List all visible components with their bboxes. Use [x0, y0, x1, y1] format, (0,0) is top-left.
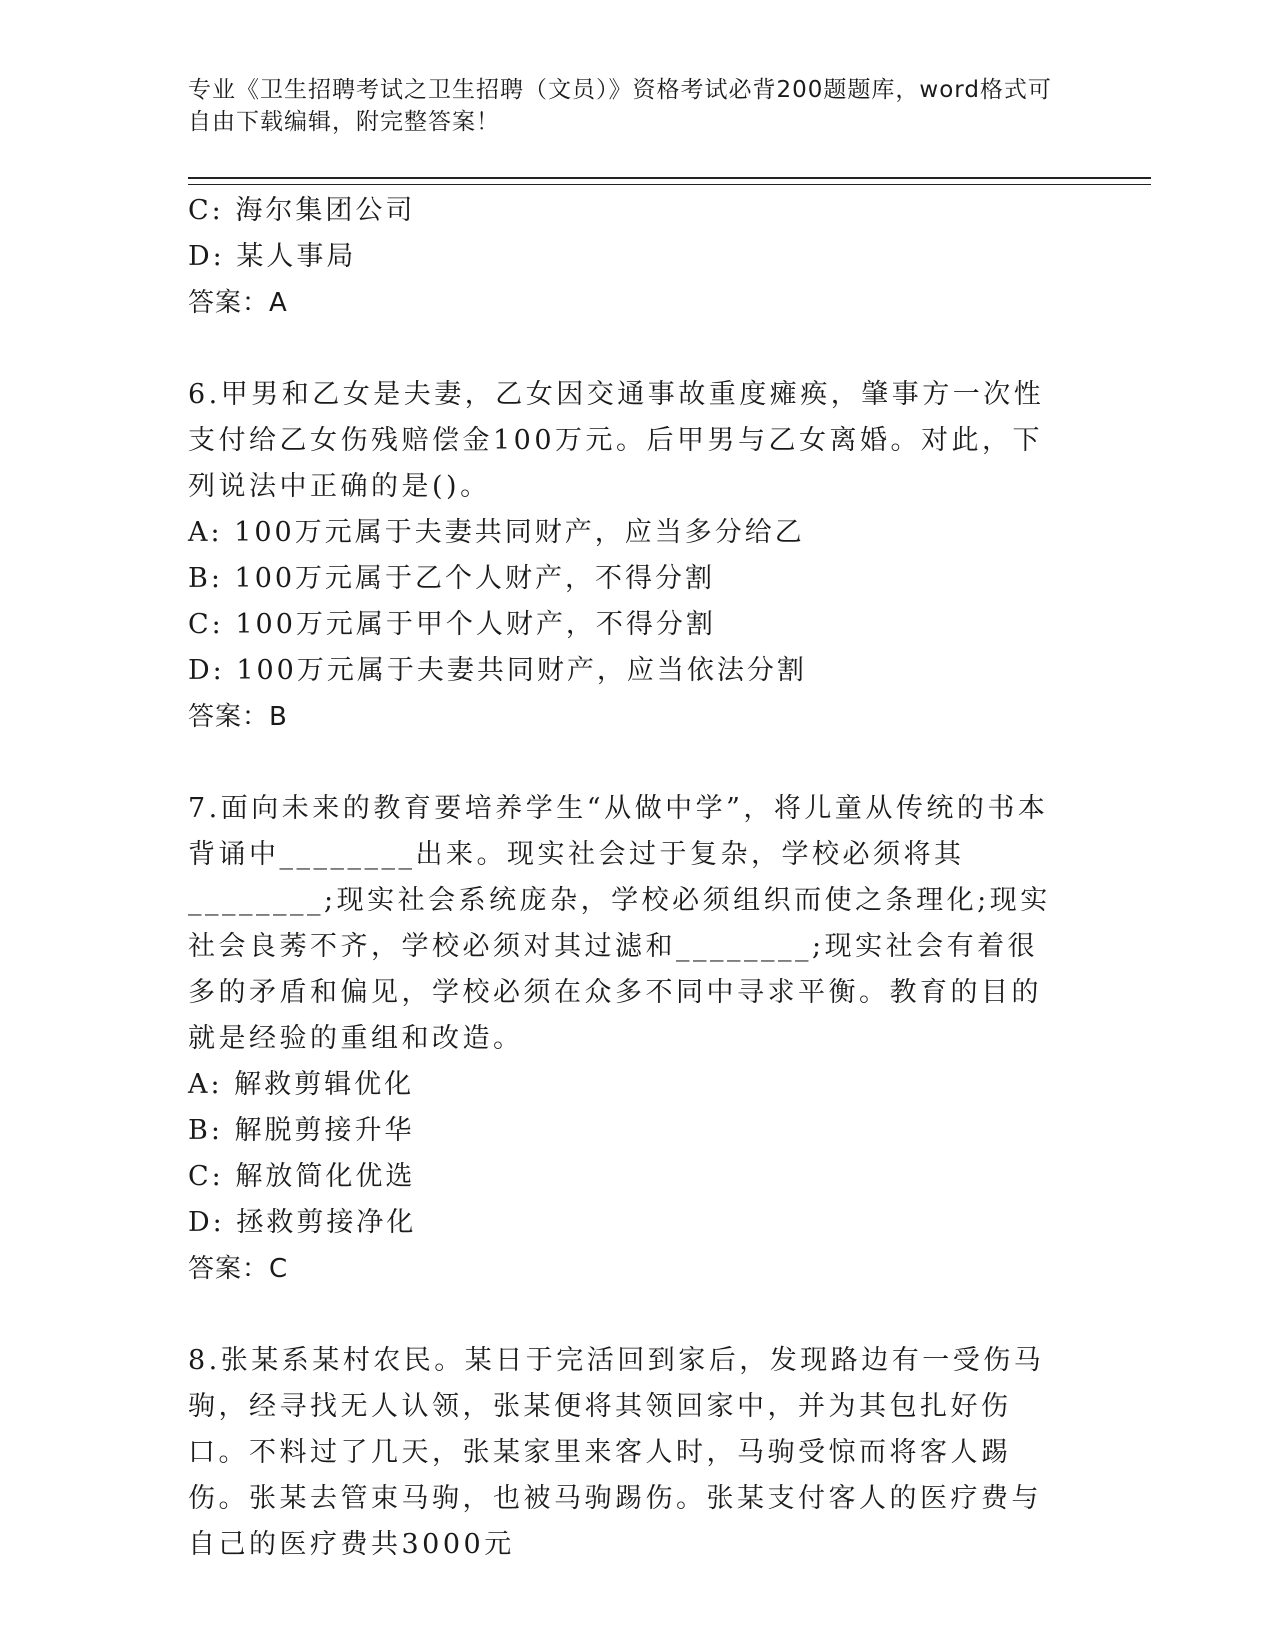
question-7-option-c: C: 解放简化优选 — [188, 1161, 416, 1192]
prev-option-c: C: 海尔集团公司 — [188, 195, 416, 226]
question-8-text: 8.张某系某村农民。某日于完活回到家后，发现路边有一受伤马驹，经寻找无人认领，张某便将其领回家中，并为其包扎好伤口。不料过了几天，张某家里来客人时，马驹受惊而将客人踢伤。张某去管束马驹，也被马驹踢伤。张某支付客人的医疗费与自己的医疗费共3000元 — [188, 1345, 1045, 1560]
prev-option-d: D: 某人事局 — [188, 241, 357, 272]
page-header — [188, 74, 1068, 138]
question-6-answer: 答案：B — [188, 702, 288, 732]
question-7-option-b: B: 解脱剪接升华 — [188, 1115, 415, 1146]
question-6 — [188, 372, 1088, 740]
prev-answer: 答案：A — [188, 288, 288, 318]
question-7-option-d: D: 拯救剪接净化 — [188, 1207, 417, 1238]
header-divider — [188, 177, 1151, 185]
spacer — [188, 1292, 1088, 1338]
question-6-option-a: A: 100万元属于夫妻共同财产，应当多分给乙 — [188, 517, 805, 548]
question-7-answer: 答案：C — [188, 1254, 289, 1284]
question-7-option-a: A: 解救剪辑优化 — [188, 1069, 415, 1100]
header-title: 专业《卫生招聘考试之卫生招聘（文员）》资格考试必背200题题库，word格式可自由下载编辑，附完整答案！ — [188, 77, 1052, 135]
question-7 — [188, 786, 1088, 1292]
question-6-option-d: D: 100万元属于夫妻共同财产，应当依法分割 — [188, 655, 807, 686]
question-6-text: 6.甲男和乙女是夫妻，乙女因交通事故重度瘫痪，肇事方一次性支付给乙女伤残赔偿金100万元。后甲男与乙女离婚。对此，下列说法中正确的是()。 — [188, 379, 1045, 502]
question-6-option-c: C: 100万元属于甲个人财产，不得分割 — [188, 609, 716, 640]
spacer — [188, 326, 1088, 372]
question-6-option-b: B: 100万元属于乙个人财产，不得分割 — [188, 563, 716, 594]
document-body — [188, 188, 1088, 1568]
spacer — [188, 740, 1088, 786]
question-7-text: 7.面向未来的教育要培养学生“从做中学”，将儿童从传统的书本背诵中________出来。现实社会过于复杂，学校必须将其________;现实社会系统庞杂，学校必须组织而使之条理化;现实社会良莠不齐，学校必须对其过滤和________;现实社会有着很多的矛盾和偏见，学校必须在众多不同中寻求平衡。教育的目的就是经验的重组和改造。 — [188, 793, 1051, 1054]
question-8 — [188, 1338, 1088, 1568]
